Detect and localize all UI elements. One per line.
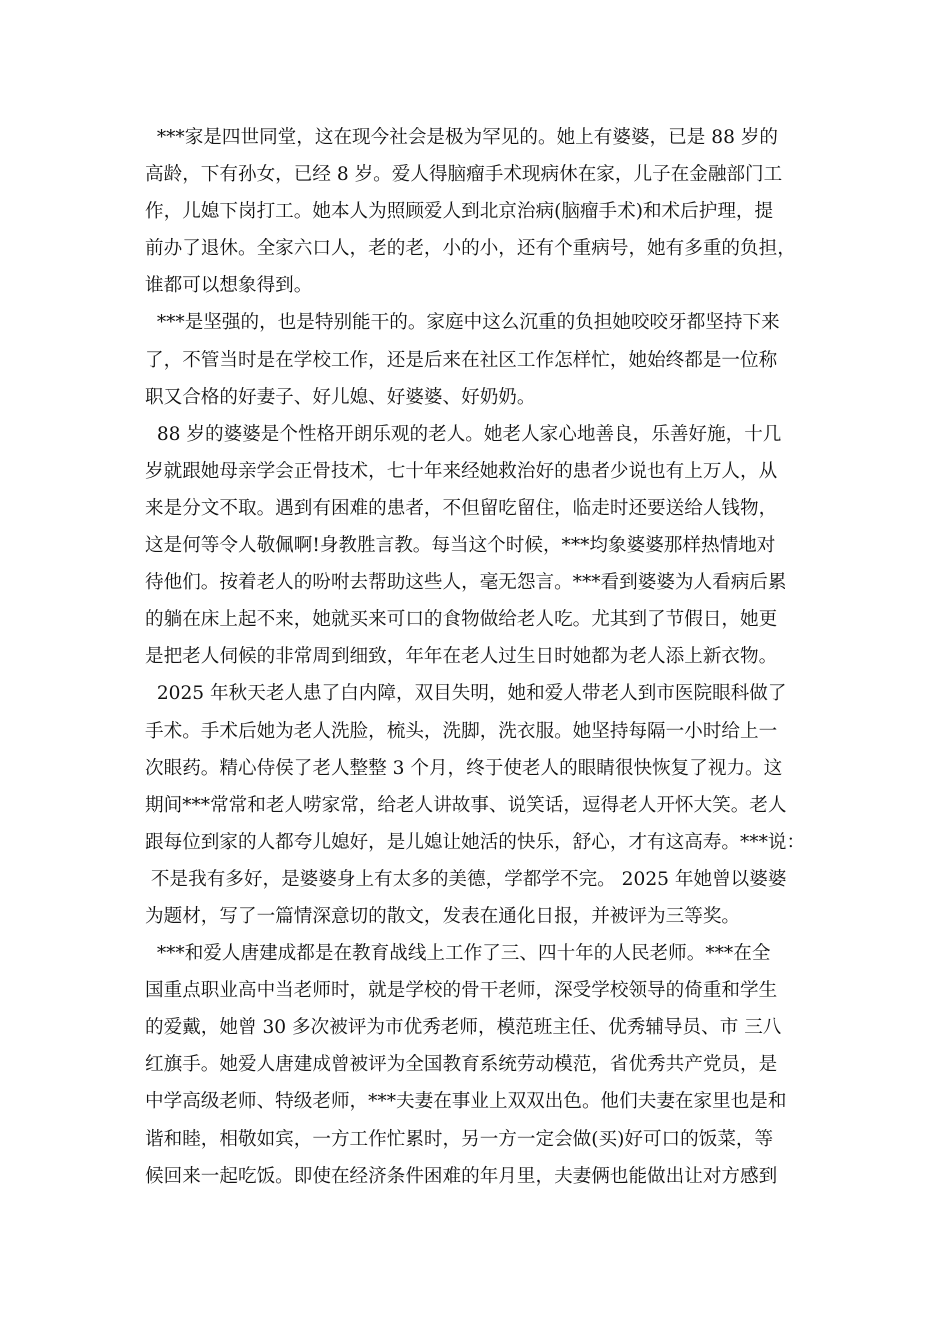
text-line: 次眼药。精心侍侯了老人整整 3 个月，终于使老人的眼睛很快恢复了视力。这 — [145, 757, 783, 779]
text-line: 88 岁的婆婆是个性格开朗乐观的老人。她老人家心地善良，乐善好施，十几 — [145, 423, 782, 445]
text-line: 候回来一起吃饭。即使在经济条件困难的年月里，夫妻俩也能做出让对方感到 — [145, 1165, 778, 1187]
text-line: 岁就跟她母亲学会正骨技术，七十年来经她救治好的患者少说也有上万人，从 — [145, 460, 778, 482]
text-line: 为题材，写了一篇情深意切的散文，发表在通化日报，并被评为三等奖。 — [145, 905, 741, 927]
text-line: 中学高级老师、特级老师，***夫妻在事业上双双出色。他们夫妻在家里也是和 — [145, 1091, 787, 1113]
text-line: 了，不管当时是在学校工作，还是后来在社区工作怎样忙，她始终都是一位称 — [145, 349, 778, 371]
text-line: 红旗手。她爱人唐建成曾被评为全国教育系统劳动模范，省优秀共产党员，是 — [145, 1054, 778, 1076]
text-line: 来是分文不取。遇到有困难的患者，不但留吃留住，临走时还要送给人钱物， — [145, 497, 778, 519]
text-line: ***和爱人唐建成都是在教育战线上工作了三、四十年的人民老师。***在全 — [145, 943, 771, 965]
text-line: 期间***常常和老人唠家常，给老人讲故事、说笑话，逗得老人开怀大笑。老人 — [145, 794, 787, 816]
text-line: 跟每位到家的人都夸儿媳好，是儿媳让她活的快乐，舒心，才有这高寿。***说： — [145, 831, 806, 853]
text-line: 高龄，下有孙女，已经 8 岁。爱人得脑瘤手术现病休在家，儿子在金融部门工 — [145, 164, 783, 186]
text-line: 不是我有多好，是婆婆身上有太多的美德，学都学不完。 2025 年她曾以婆婆 — [145, 868, 787, 890]
text-line: 是把老人伺候的非常周到细致，年年在老人过生日时她都为老人添上新衣物。 — [145, 646, 778, 668]
text-line: 待他们。按着老人的吩咐去帮助这些人，毫无怨言。***看到婆婆为人看病后累 — [145, 572, 787, 594]
body-text — [145, 119, 815, 1195]
text-line: 2025 年秋天老人患了白内障，双目失明，她和爱人带老人到市医院眼科做了 — [145, 683, 787, 705]
text-line: 谁都可以想象得到。 — [145, 275, 313, 297]
text-line: 职又合格的好妻子、好儿媳、好婆婆、好奶奶。 — [145, 386, 536, 408]
text-line: 作，儿媳下岗打工。她本人为照顾爱人到北京治病(脑瘤手术)和术后护理，提 — [145, 201, 774, 223]
text-line: 谐和睦，相敬如宾，一方工作忙累时，另一方一定会做(买)好可口的饭菜，等 — [145, 1128, 774, 1150]
text-line: ***家是四世同堂，这在现今社会是极为罕见的。她上有婆婆，已是 88 岁的 — [145, 127, 779, 148]
text-line: 的爱戴，她曾 30 多次被评为市优秀老师，模范班主任、优秀辅导员、市 三八 — [145, 1017, 782, 1039]
text-line: 前办了退休。全家六口人，老的老，小的小，还有个重病号，她有多重的负担， — [145, 238, 796, 260]
text-line: ***是坚强的，也是特别能干的。家庭中这么沉重的负担她咬咬牙都坚持下来 — [145, 312, 780, 334]
text-line: 国重点职业高中当老师时，就是学校的骨干老师，深受学校领导的倚重和学生 — [145, 980, 778, 1002]
text-line: 手术。手术后她为老人洗脸，梳头，洗脚，洗衣服。她坚持每隔一小时给上一 — [145, 720, 778, 742]
text-line: 的躺在床上起不来，她就买来可口的食物做给老人吃。尤其到了节假日，她更 — [145, 609, 778, 631]
text-line: 这是何等令人敬佩啊!身教胜言教。每当这个时候，***均象婆婆那样热情地对 — [145, 535, 776, 557]
